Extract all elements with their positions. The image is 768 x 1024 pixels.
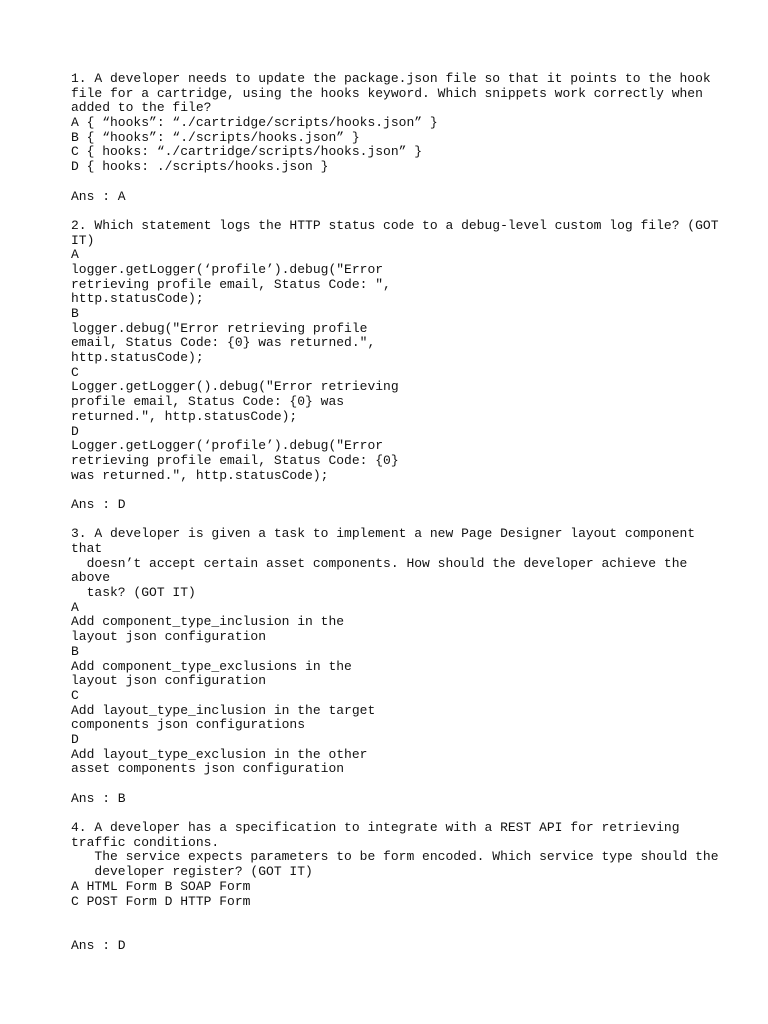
- blank-line: [71, 924, 711, 939]
- text-line: 3. A developer is given a task to implement a new Page Designer layout component: [71, 526, 696, 542]
- text-line: 2. Which statement logs the HTTP status code to a debug-level custom log file? (GOT: [71, 217, 719, 233]
- text-line: The service expects parameters to be form encoded. Which service type should the: [71, 849, 719, 865]
- text-line: 1. A developer needs to update the package.json file so that it points to the hook: [71, 71, 711, 86]
- text-line: 4. A developer has a specification to integrate with a REST API for retrieving: [71, 820, 680, 836]
- text-line: Add layout_type_inclusion in the target: [71, 702, 376, 718]
- text-line: IT): [71, 232, 95, 248]
- blank-line: [71, 909, 711, 924]
- text-line: Add component_type_exclusions in the: [71, 658, 352, 674]
- text-line: D: [71, 423, 79, 439]
- text-line: Add component_type_inclusion in the: [71, 614, 345, 630]
- text-line: asset components json configuration: [71, 761, 345, 777]
- text-line: layout json configuration: [71, 629, 267, 645]
- text-line: logger.getLogger(‘profile’).debug("Error: [71, 261, 384, 277]
- text-line: Logger.getLogger(‘profile’).debug("Error: [71, 438, 384, 454]
- document-page: [71, 71, 719, 953]
- text-line: developer register? (GOT IT): [71, 864, 313, 880]
- text-line: B { “hooks”: “./scripts/hooks.json” }: [71, 129, 360, 145]
- text-line: Ans : D: [71, 496, 126, 512]
- text-line: A HTML Form B SOAP Form: [71, 878, 251, 894]
- text-line: Ans : B: [71, 790, 126, 806]
- text-line: http.statusCode);: [71, 350, 204, 366]
- text-line: C: [71, 364, 79, 380]
- text-line: A: [71, 599, 79, 615]
- blank-line: [71, 513, 711, 528]
- text-line: file for a cartridge, using the hooks keyword. Which snippets work correctly when: [71, 85, 703, 101]
- text-line: logger.debug("Error retrieving profile: [71, 320, 368, 336]
- text-line: D { hooks: ./scripts/hooks.json }: [71, 159, 329, 175]
- text-line: email, Status Code: {0} was returned.",: [71, 335, 376, 351]
- text-line: A: [71, 247, 79, 263]
- text-line: B: [71, 643, 79, 659]
- text-line: added to the file?: [71, 100, 212, 116]
- text-line: retrieving profile email, Status Code: {0}: [71, 452, 399, 468]
- text-line: A { “hooks”: “./cartridge/scripts/hooks.json” }: [71, 115, 438, 131]
- text-line: Add layout_type_exclusion in the other: [71, 746, 368, 762]
- blank-line: [71, 204, 711, 219]
- text-line: above: [71, 570, 111, 586]
- text-line: C: [71, 687, 79, 703]
- text-line: C POST Form D HTTP Form: [71, 893, 251, 909]
- text-line: Ans : D: [71, 937, 126, 953]
- text-line: Logger.getLogger().debug("Error retrieving: [71, 379, 399, 395]
- text-line: components json configurations: [71, 717, 306, 733]
- text-line: http.statusCode);: [71, 291, 204, 307]
- text-line: B: [71, 306, 79, 321]
- text-line: Ans : A: [71, 188, 126, 204]
- text-line: C { hooks: “./cartridge/scripts/hooks.json” }: [71, 144, 423, 160]
- blank-line: [71, 483, 711, 498]
- text-line: profile email, Status Code: {0} was: [71, 394, 345, 410]
- text-line: returned.", http.statusCode);: [71, 408, 298, 424]
- text-line: retrieving profile email, Status Code: ",: [71, 276, 391, 292]
- blank-line: [71, 777, 711, 792]
- text-line: traffic conditions.: [71, 834, 220, 850]
- text-line: D: [71, 731, 79, 747]
- text-line: that: [71, 541, 103, 556]
- text-line: layout json configuration: [71, 673, 267, 689]
- blank-line: [71, 175, 711, 190]
- text-line: task? (GOT IT): [71, 585, 196, 601]
- blank-line: [71, 806, 711, 821]
- text-line: doesn’t accept certain asset components. How should the developer achieve the: [71, 555, 688, 571]
- text-line: was returned.", http.statusCode);: [71, 467, 329, 483]
